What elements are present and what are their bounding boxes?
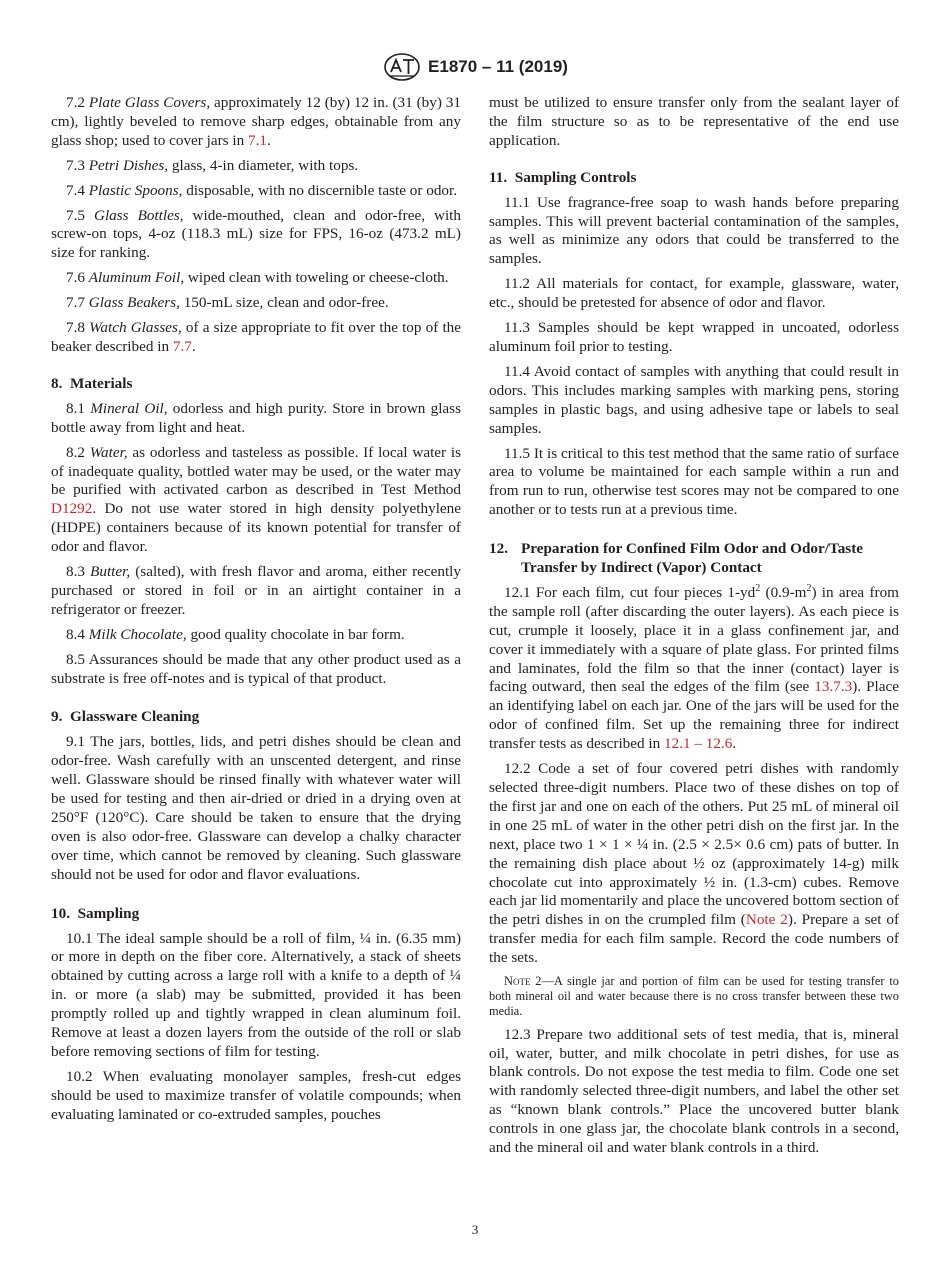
section-11-4: 11.4 Avoid contact of samples with anything that could result in odors. This includes marking samples with marking pens, storing samples in plastic bags, and using adhesive tape or labels to seal samples. — [489, 362, 899, 437]
section-7-2: 7.2 Plate Glass Covers, approximately 12 (by) 12 in. (31 (by) 31 cm), lightly beveled to remove sharp edges, obtainable from any glass shop; used to cover jars in 7.1. — [51, 94, 461, 149]
page-number: 3 — [471, 1222, 479, 1237]
right-column — [489, 94, 899, 1164]
heading-12-preparation: 12. Preparation for Confined Film Odor and Odor/Taste Transfer by Indirect (Vapor) Contact — [489, 540, 864, 577]
section-8-3: 8.3 Butter, (salted), with fresh flavor and aroma, either recently purchased or stored in foil or in an airtight container in a refrigerator or freezer. — [51, 563, 461, 618]
left-column — [51, 94, 461, 1131]
section-11-2: 11.2 All materials for contact, for example, glassware, water, etc., should be pretested for absence of odor and flavor. — [489, 275, 899, 312]
section-8-2: 8.2 Water, as odorless and tasteless as possible. If local water is of inadequate quality, bottled water may be used, or the water may be purified with activated carbon as described in Test Method D1292. Do not use water stored in high density polyethylene (HDPE) containers because of its known potential for transfer of odor and flavor. — [51, 443, 462, 556]
heading-8-materials: 8. Materials — [51, 374, 133, 392]
heading-9-glassware-cleaning: 9. Glassware Cleaning — [51, 708, 200, 726]
heading-11-sampling-controls: 11. Sampling Controls — [489, 168, 637, 186]
section-11-1: 11.1 Use fragrance-free soap to wash hands before preparing samples. This will prevent bacterial contamination of the samples, as well as minimize any odors that could be transferred to the samples. — [489, 193, 899, 268]
section-12-1: 12.1 For each film, cut four pieces $1-yd^2$ $(0.9-m^2)$ in area from the sample roll (after discarding the outer layers). As each piece is cut, crumple it loosely, place it in a glass confinement jar, and cover it immediately with a square of plate glass. For printed films and laminates, fold the film so that the inner (contact) layer is facing outward, then seal the edges of the film (see 13.7.3). Place an identifying label on each jar. One of the jars will be used for the odor of confined film. Set up the remaining three for indirect transfer tests as described in 12.1 – 12.6. — [489, 582, 900, 753]
section-8-5: 8.5 Assurances should be made that any other product used as a substrate is free off-notes and is typical of that product. — [51, 650, 461, 687]
ref-link-13-7-3[interactable]: 13.7.3 — [814, 678, 853, 696]
section-7-7: 7.7 Glass Beakers, 150-mL size, clean and odor-free. — [66, 294, 389, 312]
page-header — [0, 52, 950, 87]
document-title: E1870 – 11 (2019) — [428, 57, 568, 76]
section-7-6: 7.6 Aluminum Foil, wiped clean with toweling or cheese-cloth. — [66, 269, 449, 287]
ref-link-7-7[interactable]: 7.7 — [172, 337, 192, 355]
ref-link-d1292[interactable]: D1292 — [51, 500, 93, 518]
section-12-3: 12.3 Prepare two additional sets of test media, that is, mineral oil, water, butter, and milk chocolate in petri dishes, for use as blank controls. Do not expose the test media to film. Code one set with randomly selected three-digit numbers, and label the other set as “known blank controls.” Place the uncovered butter blank controls in one glass jar, the chocolate blank controls in a second, and the mineral oil and water blank controls in a third. — [489, 1025, 899, 1157]
section-8-1: 8.1 Mineral Oil, odorless and high purity. Store in brown glass bottle away from light and heat. — [51, 399, 461, 436]
section-7-8: 7.8 Watch Glasses, of a size appropriate to fit over the top of the beaker described in 7.7. — [51, 319, 461, 355]
section-10-2: 10.2 When evaluating monolayer samples, fresh-cut edges should be used to maximize transfer of volatile compounds; when evaluating laminated or co-extruded samples, pouches — [51, 1067, 461, 1123]
ref-link-12-1-12-6[interactable]: 12.1 – 12.6 — [664, 735, 733, 753]
ref-link-7-1[interactable]: 7.1 — [248, 131, 267, 149]
section-10-1: 10.1 The ideal sample should be a roll of film, ¼ in. (6.35 mm) or more in depth on the fiber core. Alternatively, a stack of sheets obtained by cutting across a large roll with a knife to a depth of ¼ in. or more (a slab) may be submitted, provided it has been promptly rolled up and tightly wrapped in clean aluminum foil. Remove at least a dozen layers from the outside of the roll or slab before removing sections of film for testing. — [51, 929, 461, 1060]
section-9-1: 9.1 The jars, bottles, lids, and petri dishes should be clean and odor-free. Wash carefully with an unscented detergent, and rinse well. Glassware should be rinsed finally with whatever water will be used for testing and then air-dried or dried in a drying oven at 250°F (120°C). Care should be taken to ensure that the drying oven is also odor-free. Glassware can develop a chalky character over time, which cannot be removed by cleaning. Such glassware should not be used for odor and flavor evaluations. — [51, 733, 461, 883]
ref-link-note-2[interactable]: Note 2 — [745, 911, 788, 929]
astm-logo-icon — [382, 52, 422, 82]
section-7-4: 7.4 Plastic Spoons, disposable, with no discernible taste or odor. — [66, 181, 458, 199]
section-7-5: 7.5 Glass Bottles, wide-mouthed, clean and odor-free, with screw-on tops, 4-oz (118.3 mL) size for FPS, 16-oz (473.2 mL) size for ranking. — [51, 206, 461, 262]
heading-10-sampling: 10. Sampling — [51, 904, 140, 922]
section-8-4: 8.4 Milk Chocolate, good quality chocolate in bar form. — [66, 625, 405, 643]
note-2: Note 2—A single jar and portion of film can be used for testing transfer to both mineral oil and water because there is no cross transfer between these two media. — [489, 974, 899, 1019]
section-7-3: 7.3 Petri Dishes, glass, 4-in diameter, with tops. — [66, 156, 359, 174]
section-11-3: 11.3 Samples should be kept wrapped in uncoated, odorless aluminum foil prior to testing. — [489, 319, 899, 355]
section-10-2-continued: must be utilized to ensure transfer only from the sealant layer of the film structure so as to be representative of the end use application. — [489, 94, 899, 149]
section-12-2: 12.2 Code a set of four covered petri dishes with randomly selected three-digit numbers. Place two of these dishes on top of the first jar and one on each of the others. Put 25 mL of mineral oil in one 25 mL of water in the other petri dish on the first jar. In the next, place two 1 × 1 × ¼ in. (2.5 × 2.5× 0.6 cm) pats of butter. In the remaining dish place about ½ oz (approximately 14-g) milk chocolate cut into approximately ½ in. (1.3-cm) cubes. Remove each jar lid momentarily and place the uncovered bottom section of the petri dishes in on the crumpled film (Note 2). Prepare a set of transfer media for each film sample. Record the code numbers of the sets. — [489, 760, 899, 967]
section-11-5: 11.5 It is critical to this test method that the same ratio of surface area to volume be maintained for each sample within a run and from run to run, otherwise test scores may not be compared to one another or to tests run at a previous time. — [489, 444, 899, 519]
